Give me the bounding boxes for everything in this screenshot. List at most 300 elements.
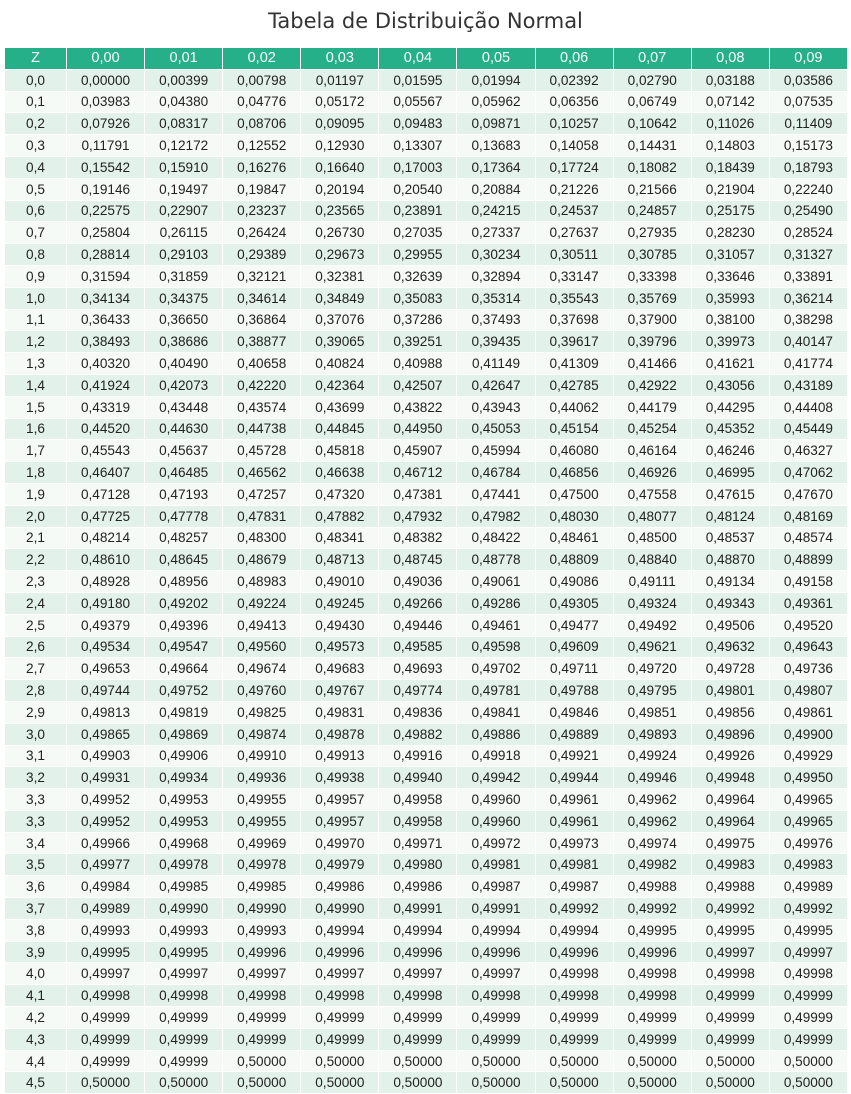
probability-cell: 0,49978 (223, 854, 301, 876)
probability-cell: 0,49180 (67, 592, 145, 614)
probability-cell: 0,06749 (613, 91, 691, 113)
probability-cell: 0,49788 (535, 680, 613, 702)
probability-cell: 0,47670 (769, 483, 847, 505)
probability-cell: 0,47257 (223, 483, 301, 505)
probability-cell: 0,49998 (535, 985, 613, 1007)
probability-cell: 0,49728 (691, 658, 769, 680)
probability-cell: 0,48257 (145, 527, 223, 549)
table-row (5, 963, 848, 985)
probability-cell: 0,49993 (67, 919, 145, 941)
probability-cell: 0,43574 (223, 396, 301, 418)
z-value-cell: 3,3 (5, 810, 67, 832)
probability-cell: 0,22240 (769, 178, 847, 200)
probability-cell: 0,43699 (301, 396, 379, 418)
probability-cell: 0,06356 (535, 91, 613, 113)
probability-cell: 0,17364 (457, 156, 535, 178)
probability-cell: 0,00399 (145, 69, 223, 91)
probability-cell: 0,49998 (379, 985, 457, 1007)
table-row (5, 1028, 848, 1050)
probability-cell: 0,44408 (769, 396, 847, 418)
probability-cell: 0,48928 (67, 571, 145, 593)
z-value-cell: 1,6 (5, 418, 67, 440)
probability-cell: 0,50000 (691, 1072, 769, 1094)
column-header: 0,08 (691, 48, 769, 70)
probability-cell: 0,49968 (145, 832, 223, 854)
probability-cell: 0,50000 (67, 1072, 145, 1094)
probability-cell: 0,33398 (613, 265, 691, 287)
probability-cell: 0,49983 (769, 854, 847, 876)
probability-cell: 0,25804 (67, 222, 145, 244)
probability-cell: 0,49986 (301, 876, 379, 898)
probability-cell: 0,49977 (67, 854, 145, 876)
probability-cell: 0,49992 (613, 898, 691, 920)
probability-cell: 0,48461 (535, 527, 613, 549)
probability-cell: 0,49960 (457, 810, 535, 832)
probability-cell: 0,49998 (301, 985, 379, 1007)
probability-cell: 0,12552 (223, 135, 301, 157)
table-row (5, 549, 848, 571)
probability-cell: 0,49992 (769, 898, 847, 920)
probability-cell: 0,04380 (145, 91, 223, 113)
z-value-cell: 2,5 (5, 614, 67, 636)
table-row (5, 614, 848, 636)
probability-cell: 0,49979 (301, 854, 379, 876)
probability-cell: 0,41924 (67, 374, 145, 396)
probability-cell: 0,48983 (223, 571, 301, 593)
z-value-cell: 4,0 (5, 963, 67, 985)
probability-cell: 0,30785 (613, 244, 691, 266)
probability-cell: 0,35769 (613, 287, 691, 309)
probability-cell: 0,37698 (535, 309, 613, 331)
probability-cell: 0,49975 (691, 832, 769, 854)
probability-cell: 0,49286 (457, 592, 535, 614)
probability-cell: 0,45543 (67, 440, 145, 462)
probability-cell: 0,49988 (691, 876, 769, 898)
probability-cell: 0,49999 (613, 1007, 691, 1029)
probability-cell: 0,49990 (301, 898, 379, 920)
table-row (5, 462, 848, 484)
z-value-cell: 2,6 (5, 636, 67, 658)
probability-cell: 0,20884 (457, 178, 535, 200)
probability-cell: 0,41774 (769, 353, 847, 375)
probability-cell: 0,49900 (769, 723, 847, 745)
table-row (5, 244, 848, 266)
table-row (5, 440, 848, 462)
probability-cell: 0,49998 (223, 985, 301, 1007)
probability-cell: 0,49962 (613, 810, 691, 832)
probability-cell: 0,40147 (769, 331, 847, 353)
probability-cell: 0,49998 (535, 963, 613, 985)
probability-cell: 0,44950 (379, 418, 457, 440)
probability-cell: 0,48500 (613, 527, 691, 549)
probability-cell: 0,44630 (145, 418, 223, 440)
table-row (5, 483, 848, 505)
probability-cell: 0,50000 (301, 1050, 379, 1072)
probability-cell: 0,49996 (301, 941, 379, 963)
probability-cell: 0,28524 (769, 222, 847, 244)
probability-cell: 0,02392 (535, 69, 613, 91)
probability-cell: 0,49266 (379, 592, 457, 614)
probability-cell: 0,47778 (145, 505, 223, 527)
probability-cell: 0,47831 (223, 505, 301, 527)
probability-cell: 0,49061 (457, 571, 535, 593)
probability-cell: 0,20540 (379, 178, 457, 200)
table-row (5, 941, 848, 963)
probability-cell: 0,49598 (457, 636, 535, 658)
probability-cell: 0,35083 (379, 287, 457, 309)
normal-distribution-table (4, 47, 848, 1094)
probability-cell: 0,49999 (691, 1028, 769, 1050)
column-header: 0,01 (145, 48, 223, 70)
probability-cell: 0,49997 (223, 963, 301, 985)
probability-cell: 0,38100 (691, 309, 769, 331)
probability-cell: 0,48422 (457, 527, 535, 549)
probability-cell: 0,50000 (535, 1050, 613, 1072)
probability-cell: 0,39251 (379, 331, 457, 353)
probability-cell: 0,49924 (613, 745, 691, 767)
table-row (5, 1072, 848, 1094)
z-value-cell: 2,4 (5, 592, 67, 614)
probability-cell: 0,26424 (223, 222, 301, 244)
probability-cell: 0,50000 (301, 1072, 379, 1094)
probability-cell: 0,17724 (535, 156, 613, 178)
z-value-cell: 3,4 (5, 832, 67, 854)
probability-cell: 0,45818 (301, 440, 379, 462)
probability-cell: 0,21566 (613, 178, 691, 200)
probability-cell: 0,48713 (301, 549, 379, 571)
column-header: 0,07 (613, 48, 691, 70)
probability-cell: 0,18439 (691, 156, 769, 178)
probability-cell: 0,49952 (67, 810, 145, 832)
probability-cell: 0,39796 (613, 331, 691, 353)
probability-cell: 0,49245 (301, 592, 379, 614)
table-row (5, 723, 848, 745)
probability-cell: 0,21904 (691, 178, 769, 200)
probability-cell: 0,26115 (145, 222, 223, 244)
table-row (5, 396, 848, 418)
probability-cell: 0,32639 (379, 265, 457, 287)
probability-cell: 0,19497 (145, 178, 223, 200)
probability-cell: 0,50000 (379, 1072, 457, 1094)
probability-cell: 0,49988 (613, 876, 691, 898)
probability-cell: 0,49683 (301, 658, 379, 680)
probability-cell: 0,49999 (379, 1028, 457, 1050)
probability-cell: 0,46080 (535, 440, 613, 462)
probability-cell: 0,33147 (535, 265, 613, 287)
probability-cell: 0,16276 (223, 156, 301, 178)
probability-cell: 0,47932 (379, 505, 457, 527)
probability-cell: 0,07926 (67, 113, 145, 135)
probability-cell: 0,49856 (691, 701, 769, 723)
probability-cell: 0,49999 (769, 985, 847, 1007)
probability-cell: 0,49972 (457, 832, 535, 854)
probability-cell: 0,47320 (301, 483, 379, 505)
table-row (5, 91, 848, 113)
probability-cell: 0,44179 (613, 396, 691, 418)
probability-cell: 0,49995 (613, 919, 691, 941)
probability-cell: 0,24537 (535, 200, 613, 222)
probability-cell: 0,49987 (457, 876, 535, 898)
probability-cell: 0,10642 (613, 113, 691, 135)
probability-cell: 0,49886 (457, 723, 535, 745)
probability-cell: 0,49950 (769, 767, 847, 789)
probability-cell: 0,49744 (67, 680, 145, 702)
probability-cell: 0,49781 (457, 680, 535, 702)
probability-cell: 0,44062 (535, 396, 613, 418)
probability-cell: 0,00000 (67, 69, 145, 91)
probability-cell: 0,49970 (301, 832, 379, 854)
probability-cell: 0,49752 (145, 680, 223, 702)
probability-cell: 0,43056 (691, 374, 769, 396)
probability-cell: 0,49976 (769, 832, 847, 854)
table-row (5, 789, 848, 811)
probability-cell: 0,47381 (379, 483, 457, 505)
probability-cell: 0,49999 (535, 1028, 613, 1050)
probability-cell: 0,46856 (535, 462, 613, 484)
probability-cell: 0,49997 (457, 963, 535, 985)
probability-cell: 0,49702 (457, 658, 535, 680)
z-value-cell: 0,2 (5, 113, 67, 135)
probability-cell: 0,49957 (301, 789, 379, 811)
probability-cell: 0,40824 (301, 353, 379, 375)
z-value-cell: 4,3 (5, 1028, 67, 1050)
probability-cell: 0,49999 (67, 1028, 145, 1050)
probability-cell: 0,48870 (691, 549, 769, 571)
probability-cell: 0,49819 (145, 701, 223, 723)
probability-cell: 0,49958 (379, 789, 457, 811)
probability-cell: 0,48030 (535, 505, 613, 527)
probability-cell: 0,41466 (613, 353, 691, 375)
probability-cell: 0,49999 (691, 985, 769, 1007)
probability-cell: 0,49999 (67, 1050, 145, 1072)
table-row (5, 527, 848, 549)
probability-cell: 0,46712 (379, 462, 457, 484)
z-value-cell: 3,5 (5, 854, 67, 876)
z-value-cell: 2,8 (5, 680, 67, 702)
probability-cell: 0,49999 (223, 1028, 301, 1050)
probability-cell: 0,11026 (691, 113, 769, 135)
table-row (5, 571, 848, 593)
probability-cell: 0,30511 (535, 244, 613, 266)
probability-cell: 0,49934 (145, 767, 223, 789)
probability-cell: 0,40658 (223, 353, 301, 375)
column-header: 0,03 (301, 48, 379, 70)
probability-cell: 0,04776 (223, 91, 301, 113)
probability-cell: 0,48214 (67, 527, 145, 549)
probability-cell: 0,49224 (223, 592, 301, 614)
table-row (5, 1007, 848, 1029)
probability-cell: 0,49851 (613, 701, 691, 723)
probability-cell: 0,19146 (67, 178, 145, 200)
probability-cell: 0,49998 (613, 963, 691, 985)
probability-cell: 0,49995 (145, 941, 223, 963)
probability-cell: 0,49969 (223, 832, 301, 854)
table-row (5, 156, 848, 178)
probability-cell: 0,42785 (535, 374, 613, 396)
probability-cell: 0,27035 (379, 222, 457, 244)
probability-cell: 0,43448 (145, 396, 223, 418)
table-row (5, 287, 848, 309)
probability-cell: 0,27637 (535, 222, 613, 244)
column-header: 0,06 (535, 48, 613, 70)
probability-cell: 0,24857 (613, 200, 691, 222)
probability-cell: 0,49865 (67, 723, 145, 745)
probability-cell: 0,49997 (145, 963, 223, 985)
probability-cell: 0,49929 (769, 745, 847, 767)
column-header-z: Z (5, 48, 67, 70)
probability-cell: 0,39065 (301, 331, 379, 353)
probability-cell: 0,39435 (457, 331, 535, 353)
z-value-cell: 3,0 (5, 723, 67, 745)
z-value-cell: 1,4 (5, 374, 67, 396)
probability-cell: 0,32381 (301, 265, 379, 287)
probability-cell: 0,40320 (67, 353, 145, 375)
probability-cell: 0,49994 (457, 919, 535, 941)
probability-cell: 0,14431 (613, 135, 691, 157)
probability-cell: 0,40988 (379, 353, 457, 375)
probability-cell: 0,38877 (223, 331, 301, 353)
probability-cell: 0,44295 (691, 396, 769, 418)
probability-cell: 0,49711 (535, 658, 613, 680)
probability-cell: 0,49999 (769, 1028, 847, 1050)
probability-cell: 0,49621 (613, 636, 691, 658)
probability-cell: 0,29389 (223, 244, 301, 266)
probability-cell: 0,49961 (535, 810, 613, 832)
z-value-cell: 3,1 (5, 745, 67, 767)
z-value-cell: 0,3 (5, 135, 67, 157)
probability-cell: 0,48300 (223, 527, 301, 549)
probability-cell: 0,49957 (301, 810, 379, 832)
probability-cell: 0,49953 (145, 789, 223, 811)
probability-cell: 0,49991 (457, 898, 535, 920)
probability-cell: 0,20194 (301, 178, 379, 200)
z-value-cell: 0,0 (5, 69, 67, 91)
probability-cell: 0,49998 (457, 985, 535, 1007)
probability-cell: 0,49010 (301, 571, 379, 593)
probability-cell: 0,49874 (223, 723, 301, 745)
probability-cell: 0,49305 (535, 592, 613, 614)
probability-cell: 0,46327 (769, 440, 847, 462)
probability-cell: 0,41621 (691, 353, 769, 375)
probability-cell: 0,49961 (535, 789, 613, 811)
probability-cell: 0,49997 (301, 963, 379, 985)
table-row (5, 658, 848, 680)
probability-cell: 0,23565 (301, 200, 379, 222)
probability-cell: 0,49736 (769, 658, 847, 680)
probability-cell: 0,49767 (301, 680, 379, 702)
probability-cell: 0,43189 (769, 374, 847, 396)
probability-cell: 0,49999 (223, 1007, 301, 1029)
probability-cell: 0,49973 (535, 832, 613, 854)
probability-cell: 0,48809 (535, 549, 613, 571)
probability-cell: 0,48574 (769, 527, 847, 549)
probability-cell: 0,37286 (379, 309, 457, 331)
probability-cell: 0,48077 (613, 505, 691, 527)
page-title: Tabela de Distribuição Normal (268, 9, 583, 33)
table-row (5, 69, 848, 91)
probability-cell: 0,49361 (769, 592, 847, 614)
probability-cell: 0,18082 (613, 156, 691, 178)
probability-cell: 0,45728 (223, 440, 301, 462)
probability-cell: 0,48341 (301, 527, 379, 549)
probability-cell: 0,42922 (613, 374, 691, 396)
z-value-cell: 3,2 (5, 767, 67, 789)
probability-cell: 0,34614 (223, 287, 301, 309)
probability-cell: 0,01994 (457, 69, 535, 91)
probability-cell: 0,48645 (145, 549, 223, 571)
probability-cell: 0,49896 (691, 723, 769, 745)
probability-cell: 0,49430 (301, 614, 379, 636)
probability-cell: 0,49999 (379, 1007, 457, 1029)
probability-cell: 0,49086 (535, 571, 613, 593)
probability-cell: 0,31057 (691, 244, 769, 266)
probability-cell: 0,49999 (145, 1007, 223, 1029)
z-value-cell: 1,3 (5, 353, 67, 375)
probability-cell: 0,00798 (223, 69, 301, 91)
probability-cell: 0,49994 (379, 919, 457, 941)
probability-cell: 0,22575 (67, 200, 145, 222)
probability-cell: 0,44845 (301, 418, 379, 440)
probability-cell: 0,49846 (535, 701, 613, 723)
probability-cell: 0,50000 (691, 1050, 769, 1072)
probability-cell: 0,49878 (301, 723, 379, 745)
probability-cell: 0,45154 (535, 418, 613, 440)
probability-cell: 0,49477 (535, 614, 613, 636)
z-value-cell: 1,8 (5, 462, 67, 484)
probability-cell: 0,49946 (613, 767, 691, 789)
table-row (5, 418, 848, 440)
probability-cell: 0,49492 (613, 614, 691, 636)
probability-cell: 0,50000 (457, 1072, 535, 1094)
z-value-cell: 2,3 (5, 571, 67, 593)
probability-cell: 0,49984 (67, 876, 145, 898)
probability-cell: 0,45994 (457, 440, 535, 462)
table-row (5, 309, 848, 331)
z-value-cell: 2,7 (5, 658, 67, 680)
probability-cell: 0,18793 (769, 156, 847, 178)
probability-cell: 0,47725 (67, 505, 145, 527)
probability-cell: 0,05172 (301, 91, 379, 113)
probability-cell: 0,49955 (223, 789, 301, 811)
probability-cell: 0,49760 (223, 680, 301, 702)
probability-cell: 0,03586 (769, 69, 847, 91)
z-value-cell: 1,7 (5, 440, 67, 462)
probability-cell: 0,49916 (379, 745, 457, 767)
probability-cell: 0,36214 (769, 287, 847, 309)
probability-cell: 0,50000 (613, 1072, 691, 1094)
probability-cell: 0,49940 (379, 767, 457, 789)
probability-cell: 0,49936 (223, 767, 301, 789)
probability-cell: 0,12930 (301, 135, 379, 157)
probability-cell: 0,49938 (301, 767, 379, 789)
probability-cell: 0,49995 (67, 941, 145, 963)
z-value-cell: 0,7 (5, 222, 67, 244)
column-header: 0,02 (223, 48, 301, 70)
probability-cell: 0,46638 (301, 462, 379, 484)
probability-cell: 0,38493 (67, 331, 145, 353)
probability-cell: 0,31327 (769, 244, 847, 266)
probability-cell: 0,49948 (691, 767, 769, 789)
probability-cell: 0,45907 (379, 440, 457, 462)
probability-cell: 0,15173 (769, 135, 847, 157)
table-row (5, 178, 848, 200)
table-row (5, 701, 848, 723)
probability-cell: 0,47062 (769, 462, 847, 484)
probability-cell: 0,49573 (301, 636, 379, 658)
probability-cell: 0,50000 (769, 1072, 847, 1094)
probability-cell: 0,49978 (145, 854, 223, 876)
probability-cell: 0,42507 (379, 374, 457, 396)
